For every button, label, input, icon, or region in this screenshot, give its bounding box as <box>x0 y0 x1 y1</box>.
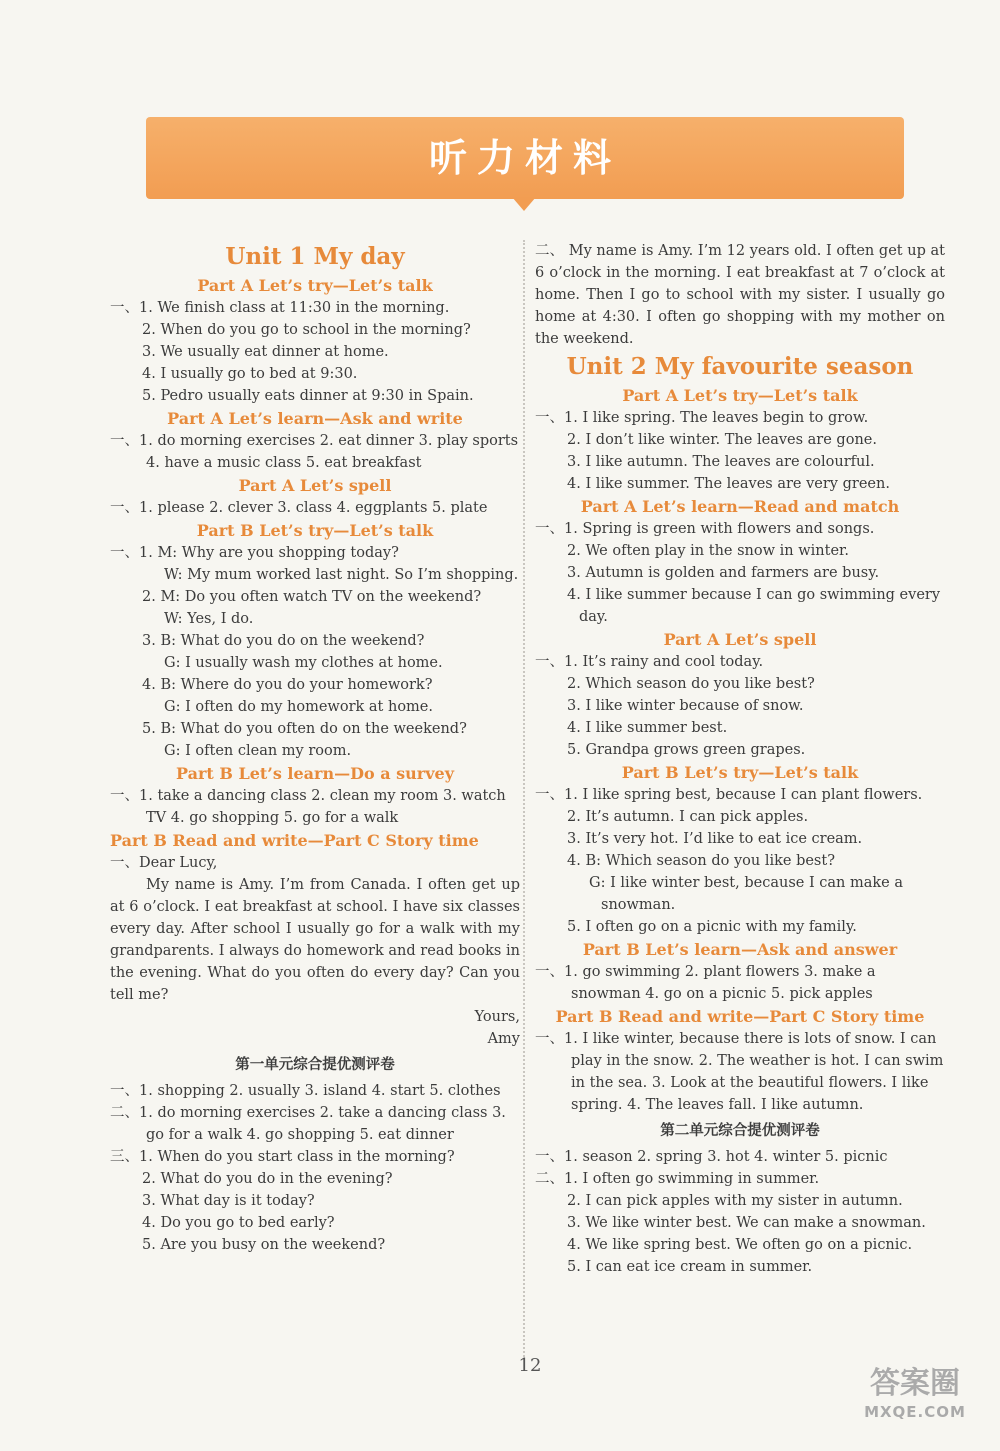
dialogue-line: 2. M: Do you often watch TV on the weekend? <box>142 589 482 605</box>
letter-signature: Amy <box>487 1031 520 1047</box>
answer-line: 4. I usually go to bed at 9:30. <box>142 366 358 382</box>
answer-line: 4. I like summer because I can go swimming every day. <box>567 587 941 625</box>
answer-line: 一、1. take a dancing class 2. clean my room 3. watch TV 4. go shopping 5. go for a walk <box>110 788 506 826</box>
answer-line: 一、1. I like spring best, because I can plant flowers. <box>535 787 923 803</box>
section-heading: Part A Let’s spell <box>238 476 392 495</box>
dialogue-line: 5. B: What do you often do on the weekend? <box>142 721 467 737</box>
answer-line: 2. When do you go to school in the morning? <box>142 322 471 338</box>
dialogue-line: G: I often clean my room. <box>164 743 352 759</box>
banner-notch <box>512 197 536 211</box>
answer-line: 4. Do you go to bed early? <box>142 1215 335 1231</box>
test-heading: 第二单元综合提优测评卷 <box>660 1123 820 1139</box>
dialogue-line: 一、1. M: Why are you shopping today? <box>110 545 399 561</box>
answer-line: 3. What day is it today? <box>142 1193 315 1209</box>
answer-line: 二、1. do morning exercises 2. take a dancing class 3. go for a walk 4. go shopping 5. eat dinner <box>110 1105 506 1143</box>
dialogue-line: G: I often do my homework at home. <box>164 699 433 715</box>
answer-line: 3. It’s very hot. I’d like to eat ice cream. <box>567 831 863 847</box>
answer-line: 3. We like winter best. We can make a snowman. <box>567 1215 926 1231</box>
answer-line: 3. We usually eat dinner at home. <box>142 344 389 360</box>
answer-line: 2. We often play in the snow in winter. <box>567 543 849 559</box>
answer-line: 一、1. do morning exercises 2. eat dinner 3. play sports 4. have a music class 5. eat breakfast <box>110 433 519 471</box>
dialogue-line: G: I like winter best, because I can make a snowman. <box>589 875 904 913</box>
section-heading: Part B Let’s try—Let’s talk <box>196 521 434 540</box>
answer-line: 一、1. Spring is green with flowers and songs. <box>535 521 875 537</box>
answer-line: 2. It’s autumn. I can pick apples. <box>567 809 809 825</box>
section-heading: Part B Let’s try—Let’s talk <box>621 763 859 782</box>
dialogue-line: G: I usually wash my clothes at home. <box>164 655 443 671</box>
answer-line: 一、1. season 2. spring 3. hot 4. winter 5. picnic <box>535 1149 888 1165</box>
answer-line: 2. What do you do in the evening? <box>142 1171 393 1187</box>
passage: 二、 My name is Amy. I’m 12 years old. I often get up at 6 o’clock in the morning. I eat breakfast at 7 o’clock at home. Then I go to school with my sister. I usually go home at 4:30. I often go shopping with my mother on the weekend. <box>535 243 945 347</box>
letter-closing: Yours, <box>474 1009 520 1025</box>
answer-line: 3. Autumn is golden and farmers are busy. <box>567 565 880 581</box>
right-column <box>535 240 945 1278</box>
answer-line: 4. I like summer. The leaves are very green. <box>567 476 890 492</box>
answer-line: 5. Are you busy on the weekend? <box>142 1237 386 1253</box>
section-heading: Part A Let’s spell <box>663 630 817 649</box>
section-heading: Part A Let’s try—Let’s talk <box>622 386 858 405</box>
answer-line: 4. We like spring best. We often go on a picnic. <box>567 1237 913 1253</box>
answer-line: 一、1. It’s rainy and cool today. <box>535 654 764 670</box>
answer-line: 一、1. We finish class at 11:30 in the morning. <box>110 300 450 316</box>
dialogue-line: W: My mum worked last night. So I’m shopping. <box>164 567 519 583</box>
answer-line: 5. I often go on a picnic with my family. <box>567 919 857 935</box>
dialogue-line: 4. B: Which season do you like best? <box>567 853 835 869</box>
answer-line: 一、1. I like spring. The leaves begin to grow. <box>535 410 869 426</box>
section-heading: Part A Let’s learn—Read and match <box>580 497 900 516</box>
answer-line: 一、1. shopping 2. usually 3. island 4. start 5. clothes <box>110 1083 501 1099</box>
answer-line: 2. I can pick apples with my sister in autumn. <box>567 1193 903 1209</box>
watermark-text: 答案圈 <box>870 1366 960 1401</box>
answer-line: 一、1. I like winter, because there is lots of snow. I can play in the snow. 2. The weather is hot. I can swim in the sea. 3. Look at the beautiful flowers. I like spring. 4. The leaves fall. I like autumn. <box>535 1031 944 1113</box>
answer-line: 4. I like summer best. <box>567 720 728 736</box>
letter-body: My name is Amy. I’m from Canada. I often get up at 6 o’clock. I eat breakfast at school. I have six classes every day. After school I usually go for a walk with my grandparents. I always do homework and read books in the evening. What do you often do every day? Can you tell me? <box>110 877 520 1003</box>
answer-line: 二、1. I often go swimming in summer. <box>535 1171 820 1187</box>
page-number: 12 <box>518 1355 542 1376</box>
answer-line: 5. Pedro usually eats dinner at 9:30 in Spain. <box>142 388 474 404</box>
dialogue-line: 4. B: Where do you do your homework? <box>142 677 433 693</box>
section-heading: Part B Let’s learn—Do a survey <box>175 764 454 783</box>
section-heading: Part A Let’s learn—Ask and write <box>167 409 463 428</box>
letter-greeting: 一、Dear Lucy, <box>110 855 218 871</box>
section-heading: Part B Read and write—Part C Story time <box>555 1007 925 1026</box>
watermark-domain: MXQE.COM <box>864 1403 966 1421</box>
answer-line: 5. I can eat ice cream in summer. <box>567 1259 813 1275</box>
test-heading: 第一单元综合提优测评卷 <box>235 1057 395 1073</box>
answer-line: 三、1. When do you start class in the morning? <box>110 1149 455 1165</box>
answer-line: 3. I like winter because of snow. <box>567 698 804 714</box>
dialogue-line: W: Yes, I do. <box>164 611 254 627</box>
column-divider <box>523 240 525 1360</box>
answer-line: 5. Grandpa grows green grapes. <box>567 742 806 758</box>
answer-line: 3. I like autumn. The leaves are colourful. <box>567 454 875 470</box>
answer-line: 2. Which season do you like best? <box>567 676 815 692</box>
dialogue-line: 3. B: What do you do on the weekend? <box>142 633 425 649</box>
left-column <box>110 240 520 1256</box>
page-title: 听力材料 <box>428 136 621 180</box>
answer-line: 2. I don’t like winter. The leaves are gone. <box>567 432 877 448</box>
watermark-logo <box>855 1365 975 1421</box>
section-heading: Part B Read and write—Part C Story time <box>110 831 479 850</box>
section-heading: Part A Let’s try—Let’s talk <box>197 276 433 295</box>
unit1-title: Unit 1 My day <box>225 243 405 270</box>
answer-line: 一、1. please 2. clever 3. class 4. eggplants 5. plate <box>110 500 488 516</box>
section-heading: Part B Let’s learn—Ask and answer <box>582 940 898 959</box>
unit2-title: Unit 2 My favourite season <box>566 353 914 380</box>
answer-line: 一、1. go swimming 2. plant flowers 3. make a snowman 4. go on a picnic 5. pick apples <box>535 964 876 1002</box>
